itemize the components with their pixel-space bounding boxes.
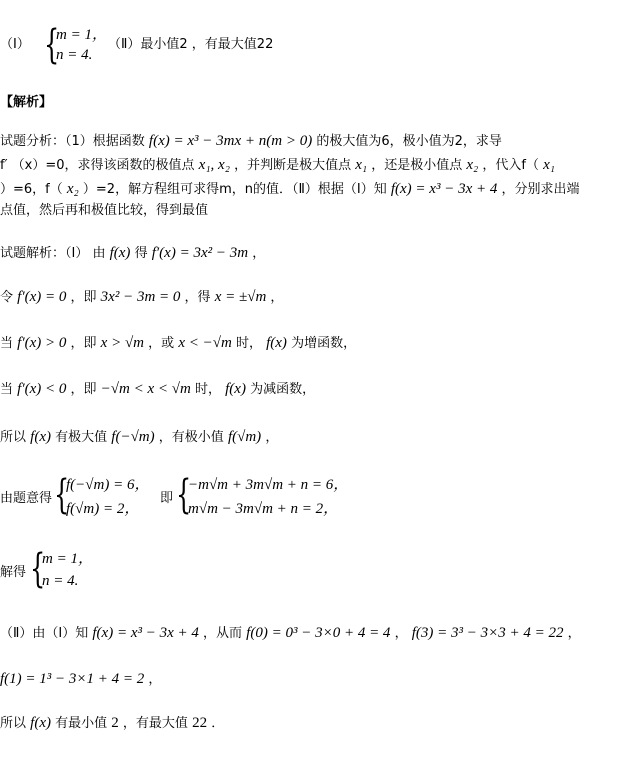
math-expr: f(x) (225, 381, 246, 397)
math-expr: f(x) = x³ − 3x + 4 (92, 625, 199, 641)
solution-text: ，或 (148, 336, 175, 351)
solution-line-9 (0, 670, 161, 689)
solution-text: ，即 (70, 336, 97, 351)
solution-text: ，有最大值 (122, 716, 188, 731)
analysis-text: ）=2，解方程组可求得m，n的值．（Ⅱ）根据（Ⅰ）知 (82, 182, 387, 197)
solution-text: 时， (235, 336, 262, 351)
solution-text: 为增函数， (291, 336, 357, 351)
answer-sys-row1: m = 1， (56, 27, 107, 43)
math-expr: f′(x) < 0 (17, 381, 67, 397)
math-expr: x₁ (543, 157, 555, 173)
solution-text: ，得 (184, 290, 211, 305)
math-expr: f′(x) = 0 (17, 289, 67, 305)
solution-text: 当 (0, 336, 14, 351)
section-heading: 【解析】 (0, 95, 53, 110)
condition-system (54, 472, 164, 520)
left-brace-icon: { (54, 472, 70, 518)
equation-system (176, 472, 366, 520)
solution-text: 试题解析：（Ⅰ） 由 (0, 246, 106, 261)
solution-line-4 (0, 380, 315, 399)
analysis-text: f′ （x）=0，求得该函数的极值点 (0, 158, 195, 173)
solution-text: 有最小值 (55, 716, 108, 731)
solution-text: ， (265, 430, 279, 445)
math-expr: x₂ (466, 157, 479, 173)
answer-line (0, 36, 30, 54)
math-expr: f(√m) (227, 429, 262, 445)
sys-row: m = 1， (42, 551, 93, 567)
math-expr: x₂ (66, 181, 79, 197)
math-expr: x = ±√m (214, 289, 267, 305)
solution-text: 所以 (0, 430, 27, 445)
analysis-line-2 (0, 156, 555, 175)
solution-text: （Ⅱ）由（Ⅰ）知 (0, 626, 89, 641)
solution-line-10 (0, 714, 224, 733)
solution-line-2 (0, 288, 283, 307)
solution-text: ， (270, 290, 284, 305)
analysis-text: ，还是极小值点 (371, 158, 463, 173)
sys-row: m√m − 3m√m + n = 2， (188, 501, 339, 517)
solution-text: 时， (194, 382, 221, 397)
solution-text: ， (148, 672, 162, 687)
answer-part2: （Ⅱ）最小值2 ，有最大值22 (108, 37, 274, 52)
math-expr: f′(x) > 0 (17, 335, 67, 351)
solution-line-6-ji: 即 (160, 491, 174, 506)
math-expr: f(0) = 0³ − 3×0 + 4 = 4 (246, 625, 391, 641)
math-expr: x₁, x₂ (198, 157, 230, 173)
min-value: 2 (111, 715, 119, 731)
solution-line-6-label: 由题意得 (0, 491, 53, 506)
math-expr: f(1) = 1³ − 3×1 + 4 = 2 (0, 671, 145, 687)
math-expr: f(x) (266, 335, 287, 351)
solution-line-5 (0, 428, 278, 447)
math-expr: f(x) (30, 715, 51, 731)
sys-row: −m√m + 3m√m + n = 6， (188, 477, 349, 493)
solution-text: ， (252, 246, 266, 261)
analysis-text: ，代入f（ (482, 158, 539, 173)
math-expr: f(x) = x³ − 3x + 4 (390, 181, 498, 197)
solution-line-1 (0, 244, 265, 263)
solution-text: ，即 (70, 290, 97, 305)
analysis-line-3 (0, 180, 580, 199)
math-expr: x > √m (100, 335, 145, 351)
analysis-text: ）=6，f（ (0, 182, 63, 197)
math-expr: f(x) = x³ − 3mx + n(m > 0) (148, 133, 313, 149)
sys-row: n = 4. (42, 573, 79, 589)
math-expr: x₁ (355, 157, 368, 173)
math-expr: f(−√m) (111, 429, 155, 445)
solution-line-8 (0, 624, 581, 643)
solution-text: ，即 (70, 382, 97, 397)
solution-text: ，从而 (203, 626, 243, 641)
analysis-text: 的极大值为6，极小值为2，求导 (316, 134, 502, 149)
solution-text: 得 (134, 246, 148, 261)
analysis-text: ，分别求出端 (501, 182, 580, 197)
analysis-line-1 (0, 132, 502, 151)
solution-text: ． (211, 716, 225, 731)
solution-text: 为减函数， (250, 382, 316, 397)
solution-line-3 (0, 334, 356, 353)
solution-line-7-label: 解得 (0, 565, 27, 580)
left-brace-icon: { (44, 22, 60, 68)
max-value: 22 (192, 715, 208, 731)
sys-row: f(√m) = 2， (66, 501, 140, 517)
math-expr: f′(x) = 3x² − 3m (151, 245, 249, 261)
solution-text: 有极大值 (55, 430, 108, 445)
analysis-line-4: 点值，然后再和极值比较，得到最值 (0, 203, 209, 218)
answer-sys-row2: n = 4. (56, 47, 93, 63)
sys-row: f(−√m) = 6， (66, 477, 150, 493)
math-expr: 3x² − 3m = 0 (100, 289, 181, 305)
left-brace-icon: { (30, 546, 46, 592)
solution-text: ， (394, 626, 408, 641)
part1-label: （Ⅰ） (0, 37, 30, 52)
solution-text: ， (567, 626, 581, 641)
solution-text: 令 (0, 290, 14, 305)
analysis-text: 试题分析：（1）根据函数 (0, 134, 145, 149)
math-expr: f(3) = 3³ − 3×3 + 4 = 22 (411, 625, 564, 641)
math-expr: −√m < x < √m (100, 381, 191, 397)
math-expr: f(x) (30, 429, 51, 445)
solution-text: 当 (0, 382, 14, 397)
solution-text: ，有极小值 (158, 430, 224, 445)
math-expr: x < −√m (178, 335, 232, 351)
left-brace-icon: { (176, 472, 192, 518)
analysis-text: ，并判断是极大值点 (234, 158, 352, 173)
math-expr: f(x) (109, 245, 131, 261)
result-system (30, 546, 110, 592)
solution-text: 所以 (0, 716, 27, 731)
